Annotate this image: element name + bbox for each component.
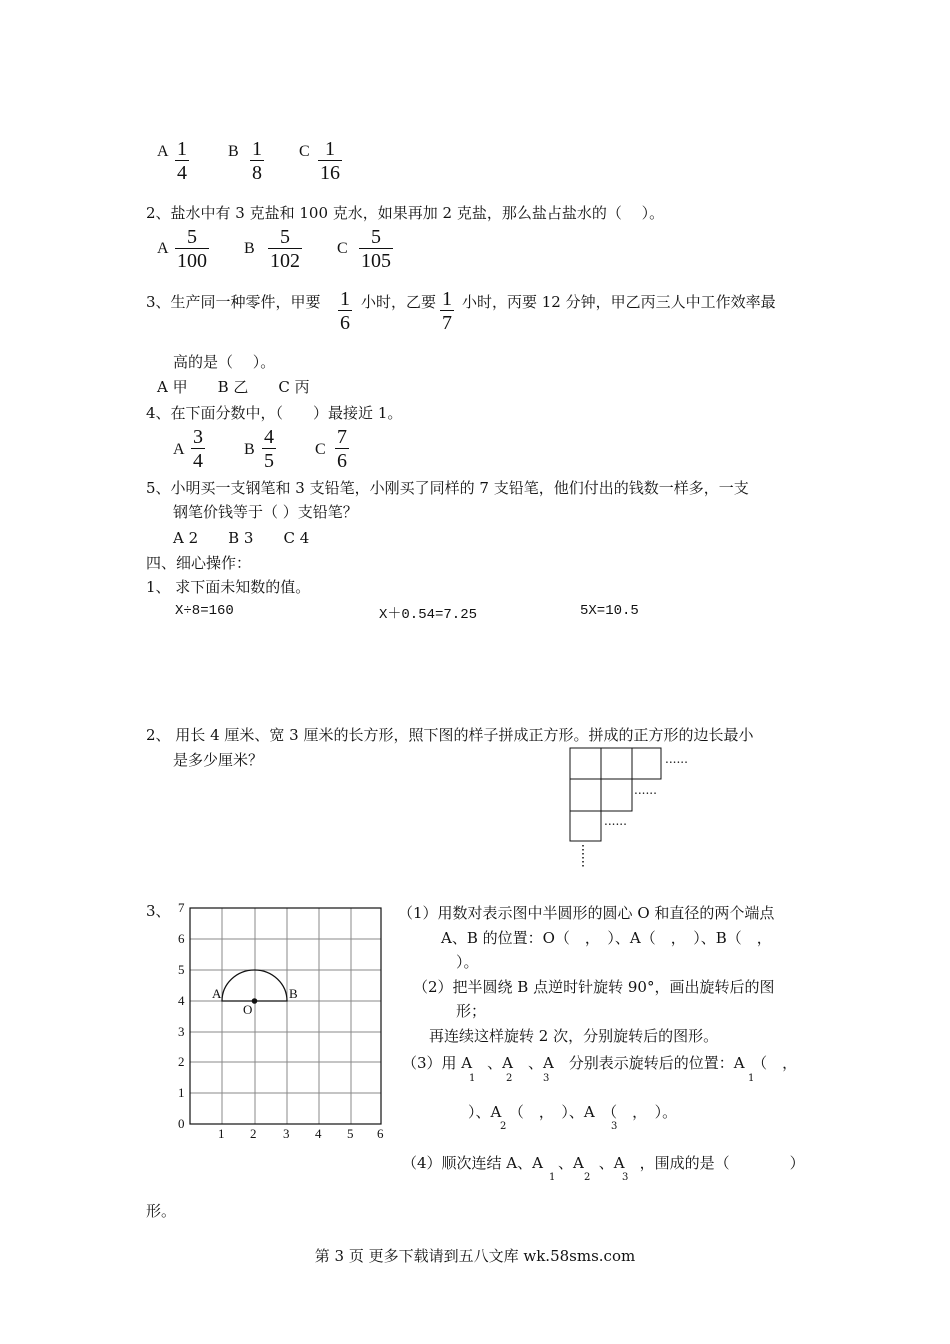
tile: [570, 811, 601, 841]
question-5-options: A 2 B 3 C 4: [173, 529, 310, 547]
part-1-title: 1、 求下面未知数的值。: [146, 578, 311, 596]
coordinate-grid: [170, 895, 390, 1145]
fraction: $\frac{1}{8}$: [252, 138, 262, 184]
tile: [570, 748, 601, 779]
question-3-cont: 高的是（ ）。: [173, 353, 276, 371]
option-letter: C: [315, 441, 326, 458]
subscript: 1: [748, 1073, 755, 1084]
y-label: 5: [178, 962, 185, 977]
part-2-line1: 2、 用长 4 厘米、宽 3 厘米的长方形，照下图的样子拼成正方形。拼成的正方形的边长最小: [146, 726, 754, 744]
grid-lines: [190, 908, 381, 1124]
y-label: 6: [178, 931, 185, 946]
fraction: $\frac{1}{16}$: [320, 138, 340, 184]
subscript: 2: [500, 1121, 507, 1132]
x-label: 1: [218, 1126, 225, 1141]
x-label: 4: [315, 1126, 322, 1141]
p3-s1-line1: （1）用数对表示图中半圆形的圆心 O 和直径的两个端点: [398, 904, 775, 922]
fraction: $\frac{1}{7}$: [442, 288, 452, 334]
subscript: 1: [549, 1172, 556, 1183]
grid-border: [190, 908, 381, 1124]
y-label: 0: [178, 1116, 185, 1131]
part-2-line2: 是多少厘米？: [173, 751, 264, 769]
p3-s3-line1: （3）用 A 、A 、A 分别表示旋转后的位置：A （ ，: [402, 1054, 798, 1072]
subscript: 2: [506, 1073, 513, 1084]
y-label: 7: [178, 900, 185, 915]
dots: ......: [634, 783, 657, 797]
tile: [601, 748, 632, 779]
x-label: 5: [347, 1126, 354, 1141]
fraction: $\frac{5}{100}$: [177, 226, 207, 272]
p3-tail: 形。: [146, 1202, 177, 1220]
y-label: 2: [178, 1054, 185, 1069]
option-letter: C: [337, 240, 348, 257]
rectangle-tiling-figure: [565, 745, 715, 875]
y-label: 4: [178, 993, 185, 1008]
page-footer: 第 3 页 更多下载请到五八文库 wk.58sms.com: [314, 1247, 636, 1265]
subscript: 3: [622, 1172, 629, 1183]
equation-1: X÷8=160: [175, 603, 234, 619]
point-label-a: A: [212, 986, 222, 1001]
center-point-o: [252, 998, 258, 1004]
y-label: 3: [178, 1024, 185, 1039]
subscript: 2: [584, 1172, 591, 1183]
dots: ......: [604, 814, 627, 828]
fraction: $\frac{1}{4}$: [177, 138, 187, 184]
p3-s2-line2: 形；: [456, 1002, 487, 1020]
point-label-o: O: [243, 1002, 253, 1017]
question-4: 4、在下面分数中，（ ）最接近 1。: [146, 404, 403, 422]
part-3-number: 3、: [146, 902, 171, 920]
subscript: 3: [543, 1073, 550, 1084]
p3-s3-line2: ）、A （ ， ）、A （ ， ）。: [468, 1103, 678, 1121]
p3-s2-line1: （2）把半圆绕 B 点逆时针旋转 90°，画出旋转后的图: [413, 978, 775, 996]
question-5-line2: 钢笔价钱等于（ ）支铅笔？: [173, 503, 358, 521]
option-letter: A: [157, 143, 169, 160]
dots: ......: [665, 752, 688, 766]
fraction: $\frac{4}{5}$: [264, 426, 274, 472]
question-2: 2、盐水中有 3 克盐和 100 克水，如果再加 2 克盐，那么盐占盐水的（ ）。: [146, 204, 665, 222]
p3-s2-line3: 再连续这样旋转 2 次，分别旋转后的图形。: [429, 1027, 719, 1045]
point-label-b: B: [289, 986, 298, 1001]
x-label: 2: [250, 1126, 257, 1141]
fraction: $\frac{1}{6}$: [340, 288, 350, 334]
p3-s1-line2: A、B 的位置：O（ ， ）、A（ ， ）、B（ ，: [441, 929, 772, 947]
p3-s4-line1: （4）顺次连结 A、A 、A 、A ，围成的是（ ）: [402, 1154, 805, 1172]
question-3-part1: 3、生产同一种零件，甲要: [146, 293, 321, 311]
equation-3: 5X=10.5: [580, 603, 639, 619]
fraction: $\frac{3}{4}$: [193, 426, 203, 472]
option-letter: B: [244, 240, 255, 257]
tile: [632, 748, 661, 779]
question-3-part3: 小时，丙要 12 分钟，甲乙丙三人中工作效率最: [462, 293, 776, 311]
section-title: 四、细心操作：: [146, 554, 252, 572]
option-letter: B: [244, 441, 255, 458]
tile: [570, 779, 601, 811]
x-label: 3: [283, 1126, 290, 1141]
fraction: $\frac{5}{105}$: [361, 226, 391, 272]
subscript: 3: [611, 1121, 618, 1132]
p3-s1-line3: ）。: [456, 953, 479, 971]
y-label: 1: [178, 1085, 185, 1100]
equation-2: X＋0.54=7.25: [379, 607, 478, 623]
subscript: 1: [469, 1073, 476, 1084]
option-letter: A: [173, 441, 185, 458]
x-label: 6: [377, 1126, 384, 1141]
question-3-options: A 甲 B 乙 C 丙: [157, 378, 310, 396]
fraction: $\frac{5}{102}$: [270, 226, 300, 272]
option-letter: C: [299, 143, 310, 160]
fraction: $\frac{7}{6}$: [337, 426, 347, 472]
tile: [601, 779, 632, 811]
option-letter: A: [157, 240, 169, 257]
option-letter: B: [228, 143, 239, 160]
question-5-line1: 5、小明买一支钢笔和 3 支铅笔，小刚买了同样的 7 支铅笔，他们付出的钱数一样多，一支: [146, 479, 749, 497]
question-3-part2: 小时，乙要: [361, 293, 437, 311]
